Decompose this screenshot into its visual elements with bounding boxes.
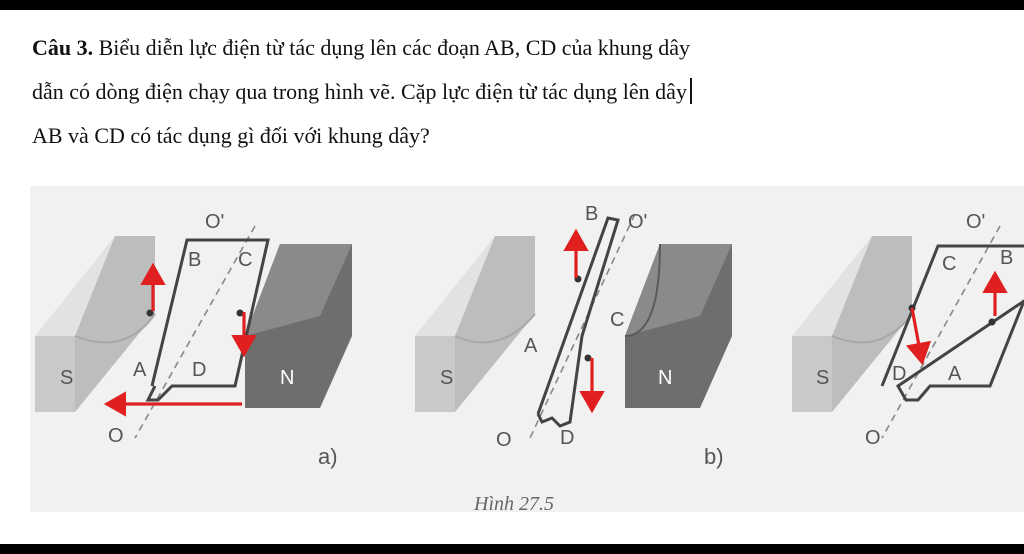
corner-a-c: A — [948, 363, 962, 385]
pole-n-label-a: N — [280, 367, 295, 389]
sublabel-a: a) — [318, 444, 338, 469]
figure-drawing — [30, 186, 1024, 512]
magnet-s-c — [792, 236, 912, 412]
sublabel-b: b) — [704, 444, 724, 469]
pole-n-label-b: N — [658, 367, 673, 389]
question-line-1: Câu 3. Biểu diễn lực điện từ tác dụng lên các đoạn AB, CD của khung dây — [32, 35, 691, 60]
corner-b-b: B — [585, 203, 599, 225]
document-page — [0, 10, 1024, 544]
magnet-s-b — [415, 236, 535, 412]
question-line-2: dẫn có dòng điện chạy qua trong hình vẽ. Cặp lực điện từ tác dụng lên dây — [32, 70, 912, 114]
corner-c-c: C — [942, 253, 957, 275]
wire-frame-b — [538, 218, 618, 426]
panel-c — [792, 211, 1024, 449]
label-o-b: O — [496, 429, 512, 451]
question-line-3: AB và CD có tác dụng gì đối với khung dây? — [32, 123, 430, 148]
corner-c-b: C — [610, 309, 625, 331]
label-o-c: O — [865, 427, 881, 449]
text-cursor — [690, 78, 692, 104]
corner-b-a: B — [188, 249, 202, 271]
magnet-n-b — [625, 244, 732, 408]
force-arrow-cd-c — [912, 308, 922, 362]
corner-d-c: D — [892, 363, 907, 385]
question-text — [32, 26, 912, 158]
label-o-prime-b: O' — [628, 211, 648, 233]
panel-a — [35, 211, 352, 469]
corner-a-b: A — [524, 335, 538, 357]
figure-27-5 — [30, 186, 1024, 512]
pole-s-label-a: S — [60, 367, 74, 389]
corner-c-a: C — [238, 249, 253, 271]
panel-b — [415, 203, 732, 469]
corner-a-a: A — [133, 359, 147, 381]
corner-b-c: B — [1000, 247, 1014, 269]
corner-d-a: D — [192, 359, 207, 381]
label-o-prime-c: O' — [966, 211, 986, 233]
pole-s-label-c: S — [816, 367, 830, 389]
label-o-prime-a: O' — [205, 211, 225, 233]
magnet-s-a — [35, 236, 155, 412]
question-label: Câu 3. — [32, 35, 94, 60]
pole-s-label-b: S — [440, 367, 454, 389]
label-o-a: O — [108, 425, 124, 447]
corner-d-b: D — [560, 427, 575, 449]
figure-caption: Hình 27.5 — [474, 493, 554, 512]
